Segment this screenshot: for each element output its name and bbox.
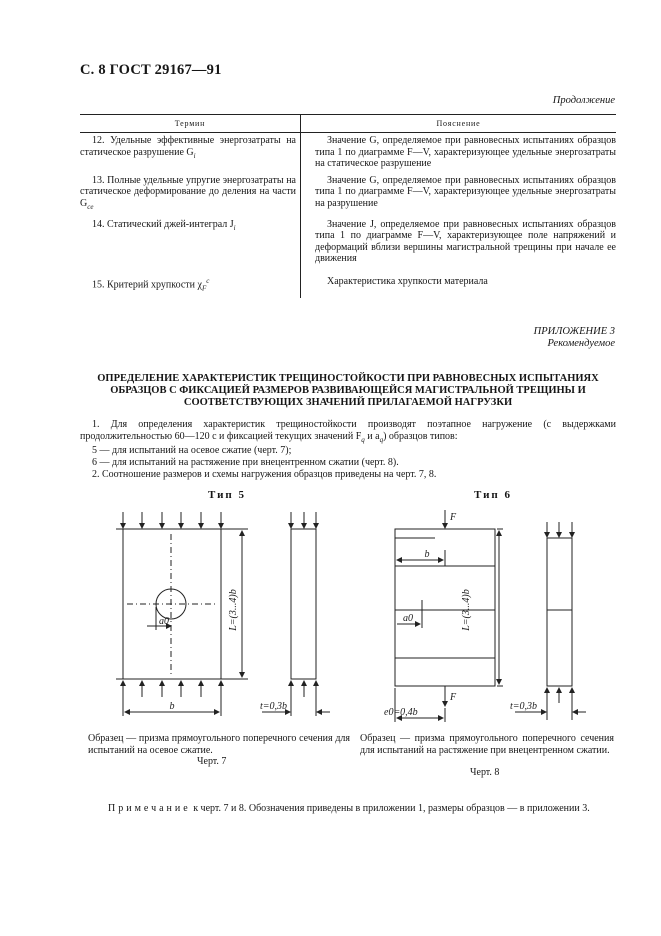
- explanation-cell: Значение G, определяемое при равновесных испытаниях образцов типа 1 по диаграмме F—V, характеризующее удельные энергозатраты на разрушение: [301, 173, 617, 217]
- type6-title: Тип 6: [474, 489, 512, 501]
- note: [80, 803, 616, 815]
- type5-length-label: L=(3...4)b: [228, 589, 239, 631]
- explanation-cell: Характеристика хрупкости материала: [301, 268, 617, 298]
- type6-force-top-label: F: [450, 512, 457, 523]
- terms-table: [80, 114, 616, 298]
- type6-crack-label: a0: [403, 613, 413, 624]
- continuation-label: Продолжение: [552, 95, 615, 106]
- figure8-number: Черт. 8: [470, 767, 500, 778]
- type6-thickness-label: t=0,3b: [510, 701, 538, 712]
- list-item-type5: 5 — для испытаний на осевое сжатие (черт. 7);: [92, 445, 292, 456]
- type6-force-bottom-label: F: [450, 692, 457, 703]
- type6-length-label: L=(3...4)b: [461, 589, 472, 631]
- list-item-type6: 6 — для испытаний на растяжение при внецентренном сжатии (черт. 8).: [92, 457, 399, 468]
- type5-title: Тип 5: [208, 489, 246, 501]
- table-row: [80, 133, 616, 173]
- term-cell: 13. Полные удельные упругие энергозатраты на статическое деформирование до деления на части $G_{ce}$: [80, 174, 296, 211]
- type5-specimen-side: [262, 512, 330, 716]
- type6-width-label: b: [424, 549, 430, 560]
- paragraph-2: 2. Соотношение размеров и схемы нагружения образцов приведены на черт. 7, 8.: [92, 469, 437, 480]
- term-cell: 15. Критерий хрупкости $\chi_F^c$: [92, 276, 210, 293]
- appendix-heading: [534, 326, 615, 350]
- table-row: [80, 173, 616, 217]
- term-cell: 12. Удельные эффективные энергозатраты на статическое разрушение $G_i$: [80, 135, 296, 160]
- type5-crack-label: a0: [159, 616, 169, 627]
- column-header-term: Термин: [80, 115, 301, 133]
- type6-eccentricity-label: e0=0,4b: [384, 707, 418, 718]
- figure7-caption: Образец — призма прямоугольного поперечного сечения для испытаний на осевое сжатие.: [88, 733, 350, 756]
- appendix-status: Рекомендуемое: [547, 338, 615, 349]
- note-text: к черт. 7 и 8. Обозначения приведены в приложении 1, размеры образцов — в приложении 3.: [190, 803, 590, 814]
- explanation-cell: Значение G, определяемое при равновесных испытаниях образцов типа 1 по диаграмме F—V, характеризующее удельные энергозатраты на статическое разрушение: [301, 133, 617, 173]
- page-header: С. 8 ГОСТ 29167—91: [80, 62, 222, 78]
- explanation-cell: Значение J, определяемое при равновесных испытаниях образцов типа 1 по диаграмме F—V, характеризующее поле напряжений и деформаций вблизи вершины магистральной трещины при начале ее движения: [301, 217, 617, 268]
- type5-specimen-front: [116, 529, 228, 679]
- type6-specimen-side: [515, 522, 586, 720]
- note-label: Примечание: [108, 803, 191, 814]
- figures-drawing: [0, 500, 661, 730]
- column-header-explanation: Пояснение: [301, 115, 617, 133]
- section-title: ОПРЕДЕЛЕНИЕ ХАРАКТЕРИСТИК ТРЕЩИНОСТОЙКОСТИ ПРИ РАВНОВЕСНЫХ ИСПЫТАНИЯХ ОБРАЗЦОВ С ФИКСАЦИЕЙ РАЗМЕРОВ РАЗВИВАЮЩЕЙСЯ МАГИСТРАЛЬНОЙ ТРЕЩИНЫ И СООТВЕТСТВУЮЩИХ ЗНАЧЕНИЙ ПРИЛАГАЕМОЙ НАГРУЗКИ: [97, 373, 599, 408]
- paragraph-1: 1. Для определения характеристик трещиностойкости производят поэтапное нагружение (с выдержками продолжительностью 60—120 с и фиксацией текущих значений $F_q$ и $a_q$) образцов типов:: [80, 419, 616, 444]
- table-row: [80, 217, 616, 268]
- type5-width-label: b: [169, 701, 175, 712]
- table-row: [80, 268, 616, 298]
- type5-thickness-label: t=0,3b: [260, 701, 288, 712]
- figure8-caption: Образец — призма прямоугольного поперечного сечения для испытаний на растяжение при внецентренном сжатии.: [360, 733, 614, 756]
- type5-top-arrows: [123, 512, 221, 528]
- type5-bottom-arrows: [123, 681, 221, 697]
- appendix-label: ПРИЛОЖЕНИЕ 3: [533, 326, 615, 337]
- term-cell: 14. Статический джей-интеграл $J_i$: [92, 218, 236, 232]
- figure7-number: Черт. 7: [197, 756, 227, 767]
